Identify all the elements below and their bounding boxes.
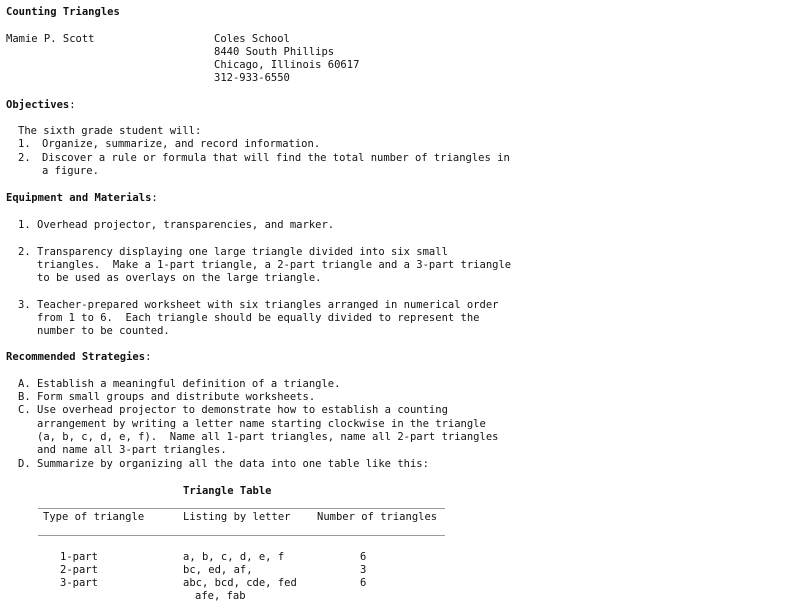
table-title: Triangle Table — [183, 485, 272, 497]
author-name: Mamie P. Scott — [6, 33, 95, 45]
equipment-number: 2. — [18, 246, 31, 258]
strategy-letter: A. — [18, 378, 31, 390]
equipment-text: to be used as overlays on the large triangle. — [37, 272, 322, 284]
table-header-rule — [38, 535, 445, 536]
table-header-type: Type of triangle — [43, 511, 145, 523]
objective-number: 2. — [18, 152, 31, 164]
objectives-intro: The sixth grade student will: — [18, 125, 202, 137]
equipment-text: Teacher-prepared worksheet with six triangles arranged in numerical order — [37, 299, 499, 311]
objectives-heading: Objectives: — [6, 99, 76, 111]
school-street: 8440 South Phillips — [214, 46, 335, 58]
strategy-text: Use overhead projector to demonstrate how to establish a counting — [37, 404, 448, 416]
school-phone: 312-933-6550 — [214, 72, 290, 84]
equipment-number: 1. — [18, 219, 31, 231]
strategy-letter: D. — [18, 458, 31, 470]
strategy-text: Establish a meaningful definition of a triangle. — [37, 378, 341, 390]
table-cell-listing: bc, ed, af, — [183, 564, 253, 576]
strategy-text: Form small groups and distribute worksheets. — [37, 391, 316, 403]
school-name: Coles School — [214, 33, 290, 45]
table-cell-type: 2-part — [60, 564, 98, 576]
table-cell-type: 1-part — [60, 551, 98, 563]
table-cell-count: 3 — [360, 564, 367, 576]
strategy-letter: C. — [18, 404, 31, 416]
strategy-text: Summarize by organizing all the data into one table like this: — [37, 458, 429, 470]
equipment-heading: Equipment and Materials: — [6, 192, 158, 204]
school-city: Chicago, Illinois 60617 — [214, 59, 360, 71]
table-top-rule — [38, 508, 445, 509]
table-cell-count: 6 — [360, 577, 367, 589]
objective-text: a figure. — [42, 165, 99, 177]
equipment-text: from 1 to 6. Each triangle should be equally divided to represent the — [37, 312, 480, 324]
strategy-letter: B. — [18, 391, 31, 403]
objective-number: 1. — [18, 138, 31, 150]
table-header-count: Number of triangles — [317, 511, 438, 523]
table-cell-count: 6 — [360, 551, 367, 563]
equipment-text: Transparency displaying one large triangle divided into six small — [37, 246, 448, 258]
objective-text: Discover a rule or formula that will find the total number of triangles in — [42, 152, 510, 164]
table-header-listing: Listing by letter — [183, 511, 291, 523]
strategy-text: (a, b, c, d, e, f). Name all 1-part triangles, name all 2-part triangles — [37, 431, 499, 443]
equipment-text: number to be counted. — [37, 325, 170, 337]
table-cell-type: 3-part — [60, 577, 98, 589]
equipment-text: triangles. Make a 1-part triangle, a 2-part triangle and a 3-part triangle — [37, 259, 512, 271]
table-cell-listing: abc, bcd, cde, fed — [183, 577, 297, 589]
table-cell-listing: a, b, c, d, e, f — [183, 551, 285, 563]
document-title: Counting Triangles — [6, 6, 120, 18]
table-cell-listing: afe, fab — [195, 590, 246, 602]
strategy-text: arrangement by writing a letter name starting clockwise in the triangle — [37, 418, 486, 430]
objective-text: Organize, summarize, and record information. — [42, 138, 321, 150]
strategy-text: and name all 3-part triangles. — [37, 444, 227, 456]
equipment-text: Overhead projector, transparencies, and marker. — [37, 219, 335, 231]
strategies-heading: Recommended Strategies: — [6, 351, 152, 363]
equipment-number: 3. — [18, 299, 31, 311]
